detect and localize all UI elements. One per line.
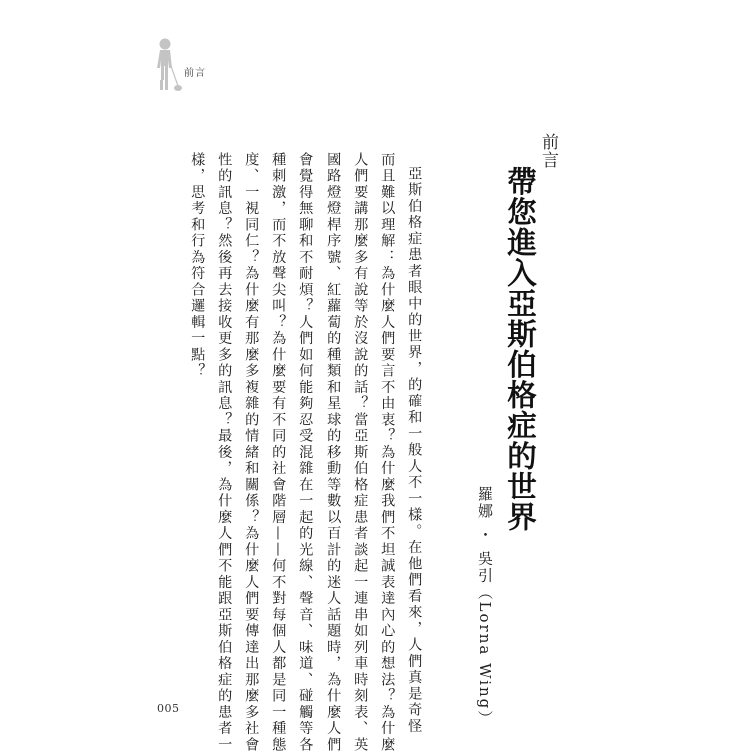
body-line: 性的訊息？然後再去接收更多的訊息？最後，為什麼人們不能跟亞斯伯格症的患者一 [216, 152, 233, 753]
child-silhouette-icon [156, 36, 182, 94]
body-line: 度、一視同仁？為什麼有那麼多複雜的情緒和關係？為什麼人們要傳達出那麼多社會 [243, 152, 260, 753]
body-line: 種刺激，而不放聲尖叫？為什麼要有不同的社會階層——何不對每個人都是同一種態 [270, 152, 287, 753]
body-line: 人們要講那麼多有說等於沒說的話？當亞斯伯格症患者談起一連串如列車時刻表、英 [352, 152, 369, 753]
running-header-label: 前言 [184, 68, 206, 79]
body-line: 而且難以理解：為什麼人們要言不由衷？為什麼我們不坦誠表達內心的想法？為什麼 [379, 152, 396, 753]
body-line: 國路燈燈桿序號、紅蘿蔔的種類和星球的移動等數以百計的迷人話題時，為什麼人們 [325, 152, 342, 753]
author-byline: 羅娜 ・ 吳引（Lorna Wing） [476, 486, 494, 728]
page-number: 005 [157, 702, 180, 715]
body-line: 樣，思考和行為符合邏輯一點？ [189, 152, 206, 380]
body-line: 會覺得無聊和不耐煩？人們如何能夠忍受混雜在一起的光線、聲音、味道、碰觸等各 [297, 152, 314, 753]
chapter-title: 帶您進入亞斯伯格症的世界 [503, 166, 537, 532]
body-line: 亞斯伯格症患者眼中的世界，的確和一般人不一樣。在他們看來，人們真是奇怪 [406, 166, 423, 735]
chapter-label: 前言 [538, 133, 558, 169]
